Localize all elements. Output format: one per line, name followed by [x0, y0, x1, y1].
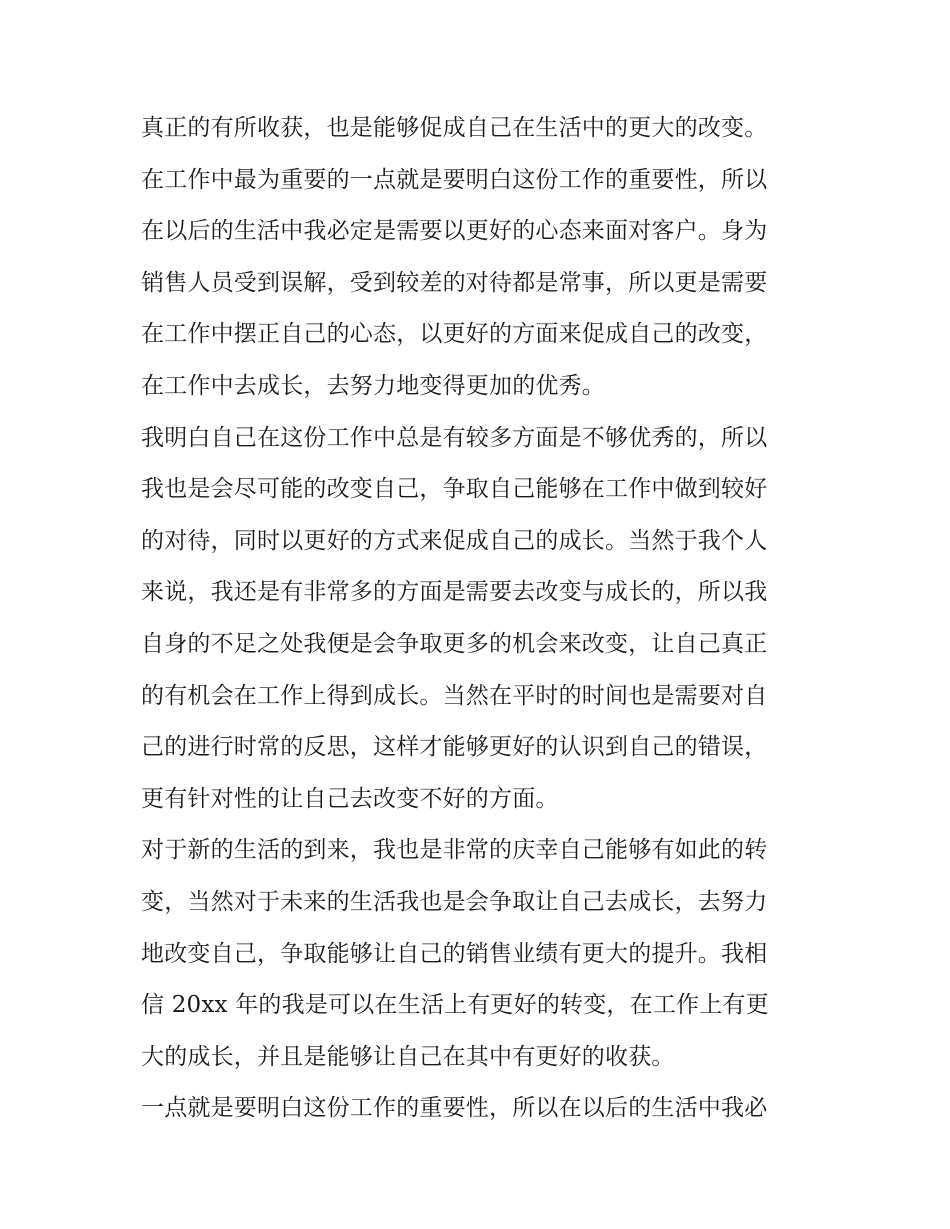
- text-line: 信 20xx 年的我是可以在生活上有更好的转变，在工作上有更: [141, 992, 769, 1019]
- text-line: 一点就是要明白这份工作的重要性，所以在以后的生活中我必: [141, 1095, 768, 1122]
- paragraph-5: [141, 1083, 816, 1135]
- text-line: 地改变自己，争取能够让自己的销售业绩有更大的提升。我相: [141, 940, 768, 967]
- text-line: 真正的有所收获，也是能够促成自己在生活中的更大的改变。: [141, 115, 768, 141]
- paragraph-2: [141, 155, 816, 413]
- text-line: 的对待，同时以更好的方式来促成自己的成长。当然于我个人: [141, 527, 768, 554]
- text-line: 来说，我还是有非常多的方面是需要去改变与成长的，所以我: [141, 579, 768, 606]
- text-line: 我也是会尽可能的改变自己，争取自己能够在工作中做到较好: [141, 476, 768, 503]
- text-line: 在以后的生活中我必定是需要以更好的心态来面对客户。身为: [141, 218, 768, 245]
- text-line: 在工作中去成长，去努力地变得更加的优秀。: [141, 372, 605, 399]
- paragraph-1: [141, 103, 816, 155]
- text-line: 销售人员受到误解，受到较差的对待都是常事，所以更是需要: [141, 269, 768, 296]
- text-line: 变，当然对于未来的生活我也是会争取让自己去成长，去努力: [141, 888, 768, 915]
- text-line: 大的成长，并且是能够让自己在其中有更好的收获。: [141, 1043, 675, 1070]
- text-line: 在工作中摆正自己的心态，以更好的方面来促成自己的改变，: [141, 321, 768, 348]
- text-line: 自身的不足之处我便是会争取更多的机会来改变，让自己真正: [141, 630, 768, 657]
- text-line: 在工作中最为重要的一点就是要明白这份工作的重要性，所以: [141, 166, 768, 193]
- document-body: [141, 103, 816, 1135]
- paragraph-4: [141, 825, 816, 1083]
- text-line: 对于新的生活的到来，我也是非常的庆幸自己能够有如此的转: [141, 837, 768, 864]
- text-line: 的有机会在工作上得到成长。当然在平时的时间也是需要对自: [141, 682, 768, 709]
- text-line: 更有针对性的让自己去改变不好的方面。: [141, 785, 559, 812]
- text-line: 我明白自己在这份工作中总是有较多方面是不够优秀的，所以: [141, 424, 768, 451]
- paragraph-3: [141, 413, 816, 826]
- text-line: 己的进行时常的反思，这样才能够更好的认识到自己的错误，: [141, 734, 768, 761]
